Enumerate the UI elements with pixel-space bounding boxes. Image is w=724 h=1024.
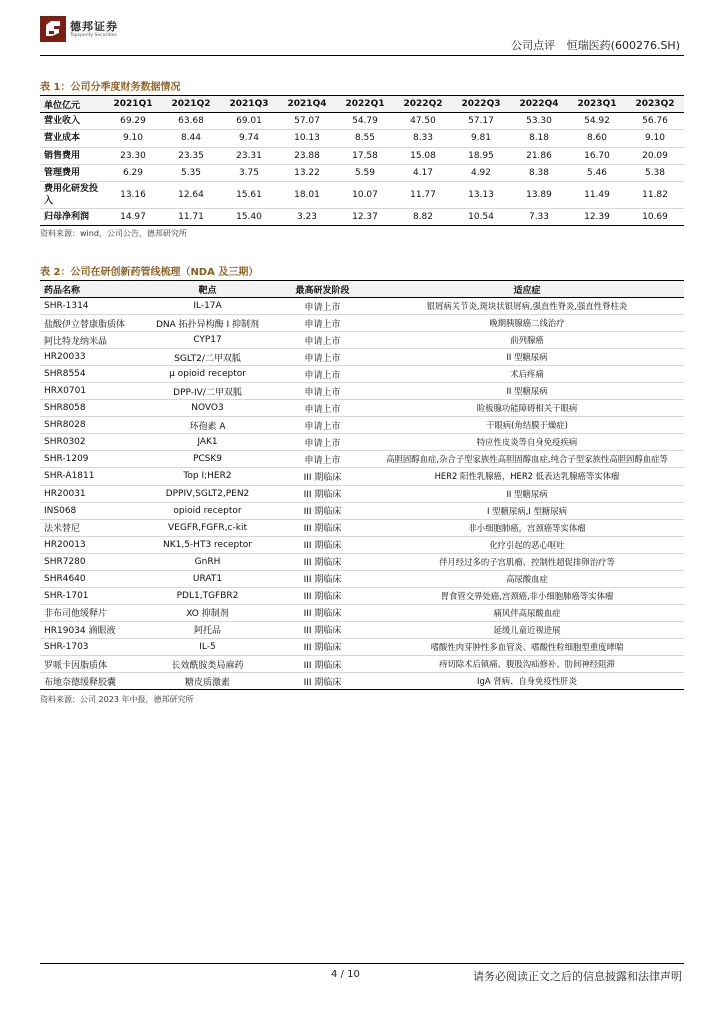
indication: 伴月经过多的子宫肌瘤、控制性超促排卵治疗等 [439, 556, 615, 567]
table-row [40, 130, 684, 147]
table-row [40, 655, 684, 672]
column-header: 最高研发阶段 [275, 281, 370, 298]
drug-name: SHR8028 [44, 420, 86, 431]
dev-stage: 申请上市 [304, 455, 341, 466]
table-cell: 63.68 [178, 116, 204, 127]
table-row [40, 536, 684, 553]
table-row [40, 209, 684, 226]
column-header: 2022Q1 [336, 96, 394, 113]
table-row [40, 485, 684, 502]
table-cell: 18.95 [468, 150, 494, 161]
dev-stage: 申请上市 [304, 370, 341, 381]
table-row [40, 502, 684, 519]
table-cell: 8.33 [412, 133, 434, 144]
indication: 胃食管交界处癌,宫颈癌,非小细胞肺癌等实体瘤 [440, 590, 614, 601]
column-header: 2021Q4 [278, 96, 336, 113]
table-cell: 53.30 [526, 116, 552, 127]
financial-table [40, 95, 684, 226]
column-header: 2022Q3 [452, 96, 510, 113]
target: DPP-IV/二甲双胍 [173, 387, 242, 398]
logo-subtitle: Topsperity Securities [70, 33, 117, 38]
target: DNA 拓扑异构酶 I 抑制剂 [155, 319, 260, 330]
column-header: 单位亿元 [40, 96, 104, 113]
drug-name: HR20013 [44, 539, 86, 550]
drug-name: INS068 [44, 505, 77, 516]
target: CYP17 [193, 335, 222, 346]
target: NOVO3 [191, 403, 224, 414]
report-header [503, 37, 680, 53]
table-cell: 11.77 [410, 190, 436, 201]
drug-name: SHR4640 [44, 573, 86, 584]
row-label: 管理费用 [44, 168, 81, 179]
table-cell: 8.44 [180, 133, 202, 144]
table-cell: 15.40 [236, 212, 262, 223]
table-row [40, 417, 684, 434]
drug-name: 阿比特龙纳米晶 [44, 336, 108, 347]
indication: 延缓儿童近视进展 [493, 624, 561, 635]
logo-name: 德邦证券 [70, 20, 118, 33]
table1-title: 表 1：公司分季度财务数据情况 [40, 82, 181, 93]
table-row [40, 366, 684, 383]
company-name: 恒瑞医药(600276.SH) [566, 39, 680, 52]
table-cell: 10.07 [352, 190, 378, 201]
table-cell: 10.69 [642, 212, 668, 223]
dev-stage: III 期临床 [303, 592, 342, 603]
column-header: 2021Q1 [104, 96, 162, 113]
legal-disclaimer: 请务必阅读正文之后的信息披露和法律声明 [473, 970, 682, 983]
dev-stage: III 期临床 [303, 575, 342, 586]
table-header-row [40, 96, 684, 113]
indication: II 型糖尿病 [506, 352, 548, 363]
table-cell: 12.39 [584, 212, 610, 223]
dev-stage: III 期临床 [303, 524, 342, 535]
target: 长效酰胺类局麻药 [171, 660, 244, 671]
dev-stage: 申请上市 [304, 336, 341, 347]
table-cell: 9.81 [470, 133, 492, 144]
table-cell: 8.55 [354, 133, 376, 144]
table-cell: 69.29 [120, 116, 146, 127]
dev-stage: 申请上市 [304, 438, 341, 449]
drug-name: SHR-1701 [44, 590, 89, 601]
table-row [40, 349, 684, 366]
table-row [40, 298, 684, 315]
dev-stage: III 期临床 [303, 541, 342, 552]
target: URAT1 [192, 573, 223, 584]
target: 阿托品 [193, 626, 221, 637]
table-row [40, 383, 684, 400]
drug-name: SHR7280 [44, 556, 86, 567]
table-cell: 47.50 [410, 116, 436, 127]
table-cell: 7.33 [528, 212, 550, 223]
table-row [40, 451, 684, 468]
table-cell: 13.22 [294, 168, 320, 179]
table-cell: 13.16 [120, 190, 146, 201]
indication: 晚期胰腺癌二线治疗 [489, 318, 565, 329]
indication: IgA 肾病、自身免疫性肝炎 [477, 676, 577, 687]
indication: 前列腺癌 [510, 335, 544, 346]
dev-stage: III 期临床 [303, 643, 342, 654]
drug-name: 布地奈德缓释胶囊 [44, 677, 117, 688]
target: SGLT2/二甲双胍 [174, 353, 241, 364]
drug-name: 非布司他缓释片 [44, 609, 108, 620]
table-row [40, 570, 684, 587]
table-row [40, 315, 684, 332]
table-cell: 54.79 [352, 116, 378, 127]
indication: 术后疼痛 [510, 369, 544, 380]
dev-stage: III 期临床 [303, 507, 342, 518]
column-header: 药品名称 [40, 281, 140, 298]
drug-name: 盐酸伊立替康脂质体 [44, 319, 126, 330]
table-cell: 8.18 [528, 133, 550, 144]
table-cell: 23.31 [236, 150, 262, 161]
dev-stage: III 期临床 [303, 472, 342, 483]
column-header: 2022Q4 [510, 96, 568, 113]
drug-name: SHR-1209 [44, 454, 89, 465]
drug-name: HR19034 滴眼液 [44, 626, 116, 637]
row-label: 销售费用 [44, 150, 81, 161]
target: PDL1,TGFBR2 [176, 590, 239, 601]
indication: 痔切除术后镇痛、腹股沟疝修补、肋间神经阻滞 [439, 659, 615, 669]
indication: 睑板腺功能障碍相关干眼病 [476, 403, 578, 414]
target: XO 抑制剂 [186, 609, 229, 620]
indication: II 型糖尿病 [506, 386, 548, 397]
report-type: 公司点评 [511, 39, 556, 52]
table-cell: 56.76 [642, 116, 668, 127]
target: IL-17A [193, 301, 222, 312]
table-row [40, 400, 684, 417]
row-label: 费用化研发投入 [44, 184, 99, 207]
target: DPPIV,SGLT2,PEN2 [165, 488, 250, 499]
indication: II 型糖尿病 [506, 488, 548, 499]
drug-name: SHR0302 [44, 437, 86, 448]
indication: I 型糖尿病,I 型糖尿病 [487, 505, 567, 516]
table2-title: 表 2：公司在研创新药管线梳理（NDA 及三期） [40, 267, 259, 278]
table-cell: 21.86 [526, 150, 552, 161]
table2-source: 资料来源：公司 2023 年中报，德邦研究所 [40, 695, 194, 704]
table-cell: 12.64 [178, 190, 204, 201]
drug-name: SHR8058 [44, 403, 86, 414]
table-cell: 23.30 [120, 150, 146, 161]
table-row [40, 553, 684, 570]
table-cell: 11.49 [584, 190, 610, 201]
table-row [40, 147, 684, 164]
table-cell: 5.59 [354, 168, 376, 179]
table-cell: 23.35 [178, 150, 204, 161]
dev-stage: 申请上市 [304, 421, 341, 432]
dev-stage: III 期临床 [303, 626, 342, 637]
table-cell: 5.35 [180, 168, 202, 179]
table-cell: 5.46 [586, 168, 608, 179]
indication: 干眼病(角结膜干燥症) [486, 420, 568, 431]
table-cell: 10.13 [294, 133, 320, 144]
target: VEGFR,FGFR,c-kit [168, 522, 247, 533]
table-cell: 11.82 [642, 190, 668, 201]
table-cell: 54.92 [584, 116, 610, 127]
table-cell: 10.54 [468, 212, 494, 223]
drug-name: HR20031 [44, 488, 86, 499]
table-cell: 4.92 [470, 168, 492, 179]
column-header: 2021Q2 [162, 96, 220, 113]
dev-stage: III 期临床 [303, 677, 342, 688]
drug-name: SHR-1314 [44, 301, 89, 312]
table-cell: 23.88 [294, 150, 320, 161]
table-cell: 8.60 [586, 133, 608, 144]
table-cell: 5.38 [644, 168, 666, 179]
table-cell: 15.08 [410, 150, 436, 161]
dev-stage: III 期临床 [303, 609, 342, 620]
table-row [40, 182, 684, 209]
target: Top I;HER2 [183, 471, 232, 482]
row-label: 归母净利润 [44, 212, 90, 223]
table-cell: 20.09 [642, 150, 668, 161]
table1-source: 资料来源：wind，公司公告，德邦研究所 [40, 229, 187, 238]
dev-stage: III 期临床 [303, 558, 342, 569]
indication: 银屑病关节炎,斑块状银屑病,强直性脊炎,强直性脊柱炎 [426, 301, 628, 312]
table-cell: 17.58 [352, 150, 378, 161]
target: JAK1 [197, 437, 218, 448]
target: opioid receptor [173, 505, 242, 516]
table-cell: 9.10 [122, 133, 144, 144]
row-label: 营业成本 [44, 133, 81, 144]
indication: 高尿酸血症 [506, 573, 548, 584]
dev-stage: 申请上市 [304, 353, 341, 364]
table-row [40, 332, 684, 349]
column-header: 2023Q1 [568, 96, 626, 113]
drug-name: 法米替尼 [44, 524, 81, 535]
header-divider [40, 55, 684, 56]
table-cell: 18.01 [294, 190, 320, 201]
table-cell: 3.75 [238, 168, 260, 179]
column-header: 2021Q3 [220, 96, 278, 113]
dev-stage: 申请上市 [304, 319, 341, 330]
drug-name: HRX0701 [44, 386, 87, 397]
table-row [40, 638, 684, 655]
table-cell: 8.38 [528, 168, 550, 179]
drug-name: 罗哌卡因脂质体 [44, 660, 108, 671]
company-logo [40, 16, 140, 46]
target: NK1,5-HT3 receptor [162, 539, 253, 550]
table-cell: 9.10 [644, 133, 666, 144]
table-cell: 8.82 [412, 212, 434, 223]
page-number: 4 / 10 [331, 969, 360, 980]
table-row [40, 164, 684, 181]
logo-icon [40, 16, 66, 42]
table-row [40, 468, 684, 485]
drug-name: SHR-A1811 [44, 471, 95, 482]
indication: 嗜酸性肉芽肿性多血管炎、嗜酸性粒细胞型重度哮喘 [430, 641, 624, 652]
table-row [40, 434, 684, 451]
target: IL-5 [199, 641, 216, 652]
table-row [40, 519, 684, 536]
table-header-row [40, 281, 684, 298]
indication: 特应性皮炎等自身免疫疾病 [476, 437, 578, 448]
table-cell: 14.97 [120, 212, 146, 223]
indication: 痛风伴高尿酸血症 [493, 607, 561, 618]
dev-stage: 申请上市 [304, 404, 341, 415]
dev-stage: 申请上市 [304, 302, 341, 313]
table-cell: 12.37 [352, 212, 378, 223]
footer-divider [40, 963, 684, 964]
table-cell: 13.13 [468, 190, 494, 201]
table-cell: 4.17 [412, 168, 434, 179]
target: 环孢素 A [189, 421, 226, 432]
dev-stage: III 期临床 [303, 660, 342, 671]
table-cell: 57.07 [294, 116, 320, 127]
table-cell: 16.70 [584, 150, 610, 161]
indication: HER2 阳性乳腺癌，HER2 低表达乳腺癌等实体瘤 [434, 471, 620, 482]
column-header: 2023Q2 [626, 96, 684, 113]
dev-stage: III 期临床 [303, 490, 342, 501]
indication: 化疗引起的恶心呕吐 [489, 539, 565, 550]
row-label: 营业收入 [44, 116, 81, 127]
drug-name: HR20033 [44, 352, 86, 363]
table-row [40, 604, 684, 621]
table-cell: 57.17 [468, 116, 494, 127]
dev-stage: 申请上市 [304, 387, 341, 398]
target: 糖皮质激素 [184, 677, 230, 688]
pipeline-table [40, 280, 684, 690]
column-header: 靶点 [140, 281, 275, 298]
table-cell: 15.61 [236, 190, 262, 201]
table-cell: 11.71 [178, 212, 204, 223]
column-header: 2022Q2 [394, 96, 452, 113]
column-header: 适应症 [370, 281, 684, 298]
table-cell: 6.29 [122, 168, 144, 179]
target: GnRH [194, 556, 221, 567]
indication: 高胆固醇血症,杂合子型家族性高胆固醇血症,纯合子型家族性高胆固醇血症等 [386, 454, 668, 465]
table-cell: 69.01 [236, 116, 262, 127]
target: μ opioid receptor [169, 369, 246, 380]
drug-name: SHR-1703 [44, 641, 89, 652]
table-row [40, 587, 684, 604]
target: PCSK9 [192, 454, 223, 465]
drug-name: SHR8554 [44, 369, 86, 380]
table-row [40, 113, 684, 130]
table-cell: 3.23 [296, 212, 318, 223]
table-row [40, 673, 684, 690]
table-row [40, 621, 684, 638]
indication: 非小细胞肺癌，宫颈癌等实体瘤 [468, 522, 586, 533]
table-cell: 13.89 [526, 190, 552, 201]
table-cell: 9.74 [238, 133, 260, 144]
